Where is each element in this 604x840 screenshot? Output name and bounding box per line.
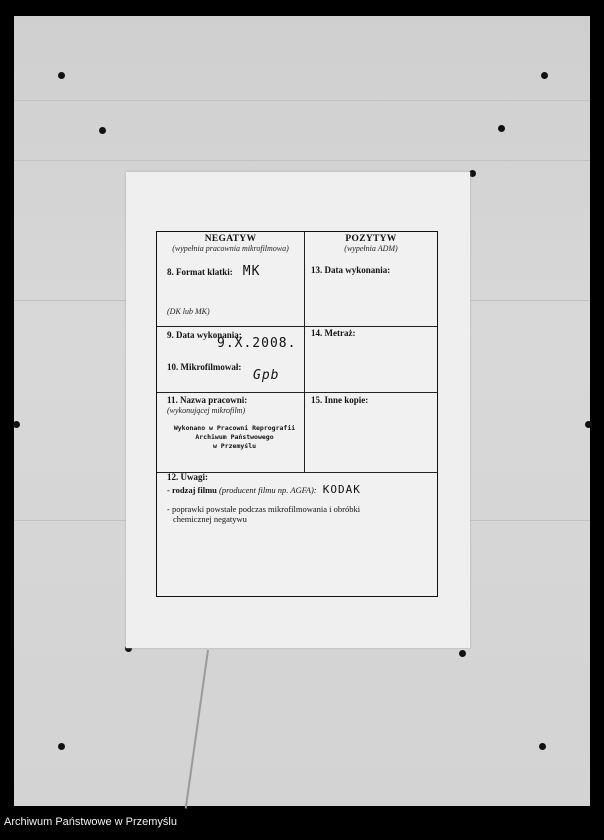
registration-dot (13, 421, 20, 428)
corrections-field (167, 504, 435, 524)
pozytyw-title: POZYTYW (345, 234, 397, 244)
column-divider (304, 232, 305, 472)
film-type-label: - rodzaj filmu (167, 485, 217, 495)
negatyw-header (157, 234, 304, 253)
registration-dot (541, 72, 548, 79)
film-type-field (167, 483, 435, 496)
stamp-line: Wykonano w Pracowni Reprografii (173, 424, 296, 432)
lab-label: 11. Nazwa pracowni: (167, 395, 248, 405)
stamp-line: w Przemyślu (212, 442, 257, 450)
lab-hint: (wykonującej mikrofilm) (167, 406, 246, 415)
registration-dot (58, 743, 65, 750)
negatyw-title: NEGATYW (204, 234, 257, 244)
scan-line (14, 100, 590, 101)
registration-dot (99, 127, 106, 134)
copies-label: 15. Inne kopie: (311, 395, 369, 405)
registration-dot (585, 421, 592, 428)
registration-dot (539, 743, 546, 750)
negatyw-date-value: 9.X.2008. (217, 336, 297, 351)
format-label: 8. Format klatki: (167, 267, 233, 277)
registration-dot (58, 72, 65, 79)
filmed-by-signature: Gpb (253, 368, 280, 383)
film-type-value: KODAK (322, 483, 361, 496)
format-field (167, 262, 302, 280)
row-divider (157, 392, 437, 393)
registration-dot (498, 125, 505, 132)
format-hint: (DK lub MK) (167, 307, 210, 316)
film-type-hint: (producent filmu np. AGFA): (219, 485, 317, 495)
registration-dot (469, 170, 476, 177)
row-divider (157, 326, 437, 327)
registration-dot (459, 650, 466, 657)
archive-caption: Archiwum Państwowe w Przemyślu (4, 816, 177, 828)
pozytyw-date-label: 13. Data wykonania: (311, 265, 391, 275)
format-value: MK (242, 264, 261, 279)
negatyw-subtitle: (wypełnia pracownia mikrofilmowa) (172, 244, 289, 253)
metraz-label: 14. Metraż: (311, 328, 356, 338)
remarks-label: 12. Uwagi: (167, 472, 208, 482)
stamp-line: Archiwum Państwowego (195, 433, 274, 441)
scan-line (14, 160, 590, 161)
pozytyw-header (305, 234, 437, 253)
corrections-line: - poprawki powstałe podczas mikrofilmowania i obróbki (167, 504, 361, 514)
microfilm-form-table (156, 231, 438, 597)
filmed-by-label: 10. Mikrofilmował: (167, 362, 242, 372)
negatyw-date-label: 9. Data wykonania: (167, 330, 242, 340)
lab-stamp (167, 424, 302, 451)
corrections-line: chemicznej negatywu (173, 514, 247, 524)
pozytyw-subtitle: (wypełnia ADM) (344, 244, 398, 253)
